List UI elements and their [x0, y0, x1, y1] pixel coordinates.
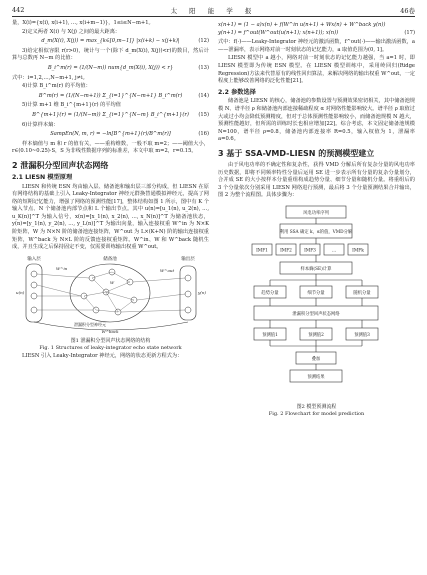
w-label: W — [110, 279, 115, 285]
flowchart — [218, 202, 415, 402]
page-number: 442 — [12, 6, 25, 14]
input-signal-label: u(n) — [16, 289, 25, 295]
liesn-diagram — [12, 254, 209, 336]
paragraph: 6)计算样本熵： — [22, 121, 59, 128]
paragraph: 5)计算 m+1 维 B_i^{m+1}(r) 的平均值 — [22, 102, 121, 109]
reservoir-label: 储备池 — [103, 256, 117, 262]
paragraph: 量，X(i)={x(i), x(i+1), …, x(i+m−1)}，1≤i≤N−m+1。 — [12, 20, 154, 26]
section-heading: 3 基于 SSA-VMD-LIESN 的预测模型建立 — [218, 148, 375, 158]
figure-2-caption-en: Fig. 2 Flowchart for model prediction — [268, 411, 365, 418]
equation-body: B^{m+1}(r) = (1/(N−m)) Σ_{i=1}^{N−m} B_i^{m+1}(r) — [32, 111, 189, 118]
flow-text-se: 样本熵(SE)计算 — [300, 266, 332, 272]
flow-text-pred: 预测值2 — [308, 332, 324, 338]
figure-1-caption-en: Fig. 1 Structures of leaky-integrator echo state network — [39, 345, 182, 352]
flow-text-ssa: 利用 SSA 确定 k，α的值，VMD分解 — [279, 229, 353, 235]
equation-number: (13) — [198, 64, 209, 71]
equation-body: B^m(r) = (1/(N−m+1)) Σ_{i=1}^{N−m+1} B_i^m(r) — [38, 92, 183, 99]
input-node — [31, 282, 37, 288]
flow-text-imf: IMF1 — [256, 248, 268, 254]
equation-17 — [218, 22, 415, 37]
page-header — [12, 6, 415, 16]
paragraph: 式中：f(·)——Leaky-Integrator 神经元的激活函数，f^out(·)——输出激活函数，a——泄漏率，表示网络对前一时刻状态的记忆能力，a 取值范围为(0, 1]。 — [218, 39, 415, 53]
volume-label: 46卷 — [400, 7, 415, 15]
equation-number: (17) — [404, 30, 415, 36]
reservoir-nodes — [81, 269, 137, 315]
paragraph: 4)计算 B_i^m(r) 的平均值： — [22, 83, 91, 90]
figure-1-caption-cn: 图1 泄漏积分型回声状态网络的结构 — [70, 337, 151, 344]
equation-12 — [12, 38, 209, 46]
win-label: W^in — [56, 265, 68, 271]
equation-body: SampEn(N, m, r) = −ln[B^{m+1}(r)/B^m(r)] — [50, 131, 171, 138]
equation-13 — [12, 65, 209, 73]
input-node — [31, 307, 37, 313]
output-layer-label: 输出层 — [181, 256, 195, 262]
equation-body: d_m(X(i), X(j)) = max_{k∈[0,m−1]} |x(i+k) − x(j+k)| — [41, 38, 180, 45]
flow-text-random: 随机分量 — [353, 290, 371, 296]
equation-number: (14) — [198, 92, 209, 99]
paragraph: LIESN 和传统 ESN 均由输入层、储备池和输出层三部分构成，但 LIESN 在原有网络结构的基础上引入 Leaky-Integrator 神经元群换替通模拟神经元，提高了网络的短期记忆能力，增强了网络的预测性能[17]，整体结构如图 1 所示，图中有 K 个输入节点、N 个储备池内部节点和 L 个输出节点。其中 u(n)=[u_1(n), u_2(n), …, u_K(n)]^T 为输入信号，x(n)=[x_1(n), x_2(n), …, x_N(n)]^T 为储备池状态，y(n)=[y_1(n), y_2(n), …, y_L(n)]^T 为输出向量，输入连接权重 W^in 为 N×K 阶矩阵，W 为 N×N 阶的储备池连接矩阵，W^out 为 L×(K+N) 阶的输出连接权重矩阵，W^back 为 N×L 阶的反馈连接权重矩阵。W^in、W 和 W^back 随机生成，并且生成之后保持固定不变，仅需要训练输出权重 W^out。 — [12, 183, 209, 251]
paragraph: 样本熵值与 m 和 r 的值有关，——重构维数，一般不取 m=2；——阈值大小，r∈(0.10~0.25)·S，S 为非线性数据序列的标准差，本文中取 m=2，r=0.15。 — [12, 140, 209, 155]
paragraph: 由于风电功率的不确定性和复杂性，获得 VMD 分解后所有复杂分量的风电功率历史数据，即将不同频率特性分量后运用 SE 进一步表示所有分量的复杂分量划分，合并成 SE 的大小按样本分量重组构成趋势分量、细节分量和随机分量。将重组后的 3 个分量依次分别采用 LIESN 网络进行预测，最后将 3 个分量预测结果合并输出，图 2 为整个流程图。具体步骤为： — [218, 161, 415, 199]
input-links — [37, 274, 93, 310]
figure-1 — [12, 254, 209, 336]
input-node — [31, 293, 37, 299]
flow-text-imf: IMF2 — [280, 248, 292, 254]
flow-text-pred: 预测值3 — [354, 332, 370, 338]
header-rule — [12, 16, 415, 17]
equation-number: (12) — [198, 38, 209, 45]
wout-label: W^out — [160, 267, 175, 273]
input-layer-label: 输入层 — [27, 256, 41, 262]
output-signal-label: y(n) — [198, 289, 206, 295]
flow-text-input: 风电功率序列 — [303, 210, 329, 216]
equation-number: (15) — [198, 111, 209, 118]
flow-text-pred: 预测值1 — [262, 332, 278, 338]
flow-text-detail: 细节分量 — [307, 290, 325, 296]
output-node — [185, 291, 191, 297]
li-neuron-label: 泄漏积分型神经元 — [74, 321, 106, 327]
subsection-heading: 2.2 参数选择 — [218, 88, 256, 96]
flow-text-final: 预测结果 — [307, 374, 325, 380]
flow-text-imf: … — [331, 248, 337, 254]
journal-title: 太 阳 能 学 报 — [170, 7, 257, 15]
equation-16 — [12, 131, 209, 139]
flow-text-imf: IMF3 — [304, 248, 316, 254]
output-node — [185, 307, 191, 313]
flow-text-liesn: 泄漏积分型回声状态网络 — [292, 311, 340, 317]
equation-body: y(n+1) = f^out(W^out(u(n+1); x(n+1)); x(n)) — [218, 29, 339, 36]
figure-2-caption-cn: 图2 模型预测流程 — [296, 403, 337, 410]
paragraph: LIESN 模型中 a 越小，网络对前一时刻状态的记忆能力越强，当 a=1 时，即 LIESN 模型即为传统 ESN 模型。在 LIESN 模型训练中，采用岭回归(Ridge Regression)方法来代替原有的线性回归算法，来解决网络的输出权重 W^out，一定程度上能够改善网络的泛化性能[21]。 — [218, 55, 415, 85]
paragraph: 储备池是 LIESN 的核心，储备池的参数设置与预测效果密切相关，其中储备池规模 N、谱半径 ρ 和储备池内部连接稀疏程度 α 对网络性能影响较大。谱半径 ρ 取值过大或过小均会降低预测精度，但对于总体预测性能影响较小，而储备池规模 N 越大，预测性能越好，但所需的训练时长也相应增加[22]。综合考虑，本文固定储备池规模 N=100，谱半径 ρ=0.8，储备池内部连接率 R=0.5，输入权值为 1，泄漏率 a=0.6。 — [218, 98, 415, 143]
wback-label: W^back — [101, 328, 119, 334]
input-node — [31, 271, 37, 277]
figure-2 — [218, 202, 415, 402]
flow-text-sum: 叠加 — [311, 356, 321, 362]
paragraph: 2)定义两者 X(i) 与 X(j) 之间的最大距离： — [22, 28, 121, 35]
paragraph: LIESN 引入 Leaky-Integrator 神经元，网络的状态更新方程式为： — [22, 352, 183, 359]
equation-number: (16) — [198, 131, 209, 138]
equation-15 — [12, 112, 209, 120]
left-column — [12, 20, 209, 361]
equation-14 — [12, 93, 209, 101]
section-heading: 2 泄漏积分型回声状态网络 — [12, 160, 109, 170]
paragraph: 3)给定相似容限 r(r>0)，统计与一个(除下 d_m(X(i), X(j))<r)的数目，然后计算与总数再 N−m 的比值： — [12, 47, 209, 62]
right-column — [218, 20, 415, 419]
flow-text-imf: IMFk — [352, 248, 364, 254]
equation-body: B_i^m(r) = (1/(N−m)) num{d_m(X(i), X(j)) < r} — [47, 64, 174, 71]
equation-body: x(n+1) = (1 − a)x(n) + f(W^in u(n+1) + Wx(n) + W^back y(n)) — [218, 22, 386, 28]
subsection-heading: 2.1 LIESN 模型原理 — [12, 173, 73, 181]
paragraph: 式中：i=1,2,…,N−m+1, j≠i。 — [12, 74, 88, 81]
output-node — [185, 275, 191, 281]
flow-text-trend: 趋势分量 — [261, 290, 279, 296]
